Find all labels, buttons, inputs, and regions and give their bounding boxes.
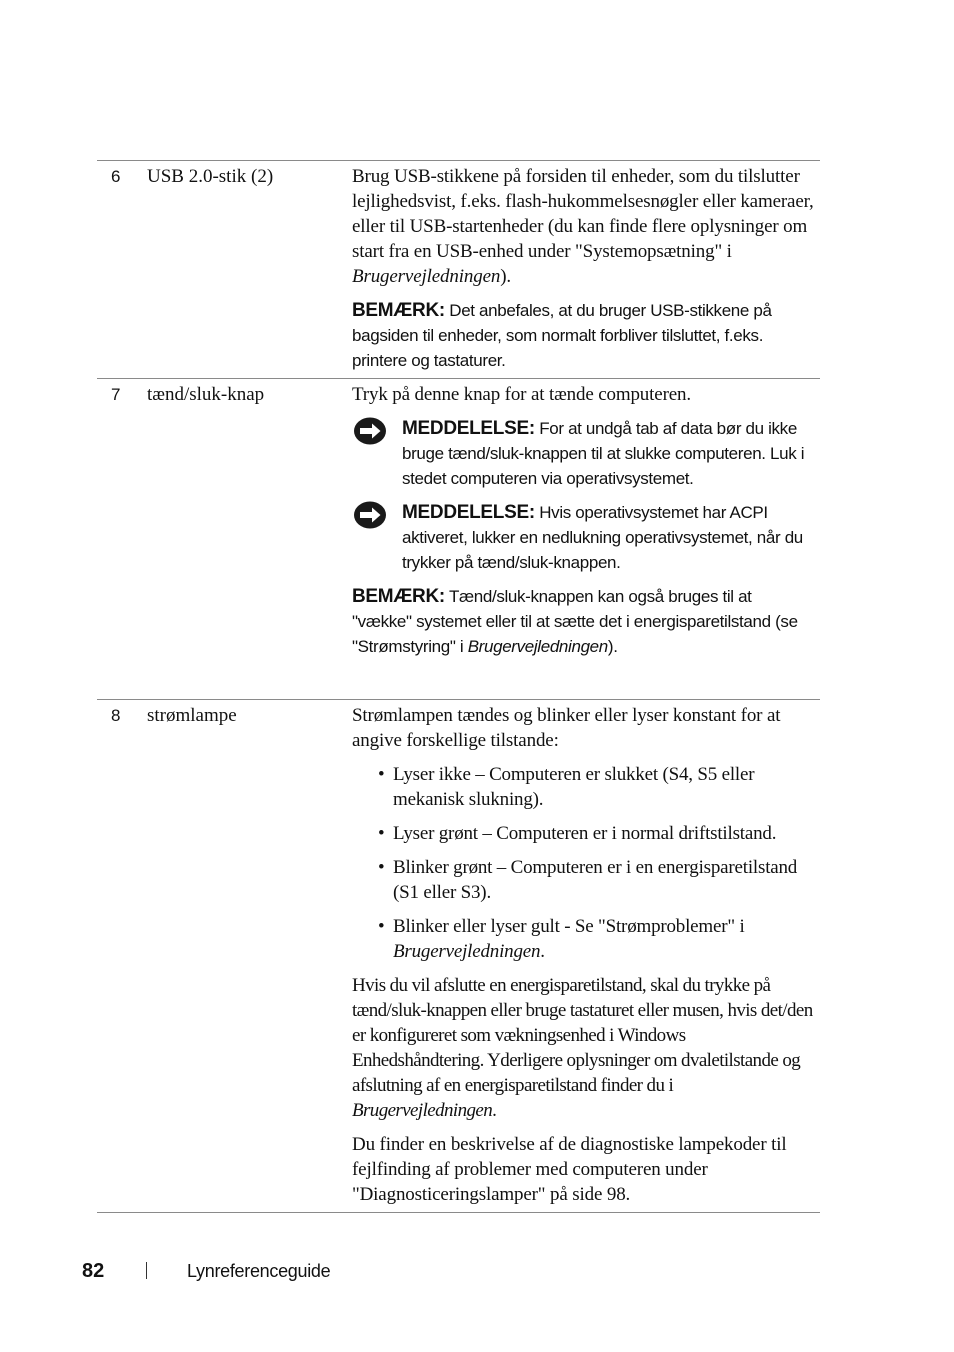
guide-title: Lynreferenceguide [187, 1261, 331, 1281]
note: BEMÆRK: Tænd/sluk-knappen kan også bruges til at "vække" systemet eller til at sætte det i energisparetilstand (se "Strømstyring" i Brugervejledningen). [352, 586, 798, 656]
note-label: BEMÆRK: [352, 586, 445, 607]
row-item-name: USB 2.0-stik (2) [147, 166, 274, 187]
description-text: Tryk på denne knap for at tænde computeren. [352, 384, 691, 405]
page-footer [0, 1258, 954, 1284]
description-text: Brug USB-stikkene på forsiden til enheder, som du tilslutter lejlighedsvist, f.eks. flash-hukommelsesnøgler eller kameraer, eller til USB-startenheder (du kan finde flere oplysninger om start fra en USB-enhed under "Systemopsætning" i Brugervejledningen). [352, 166, 814, 287]
notice-text: MEDDELELSE: Hvis operativsystemet har ACPI aktiveret, lukker en nedlukning operativsystemet, når du trykker på tænd/sluk-knappen. [402, 502, 803, 572]
note: BEMÆRK: Det anbefales, at du bruger USB-stikkene på bagsiden til enheder, som normalt forbliver tilsluttet, f.eks. printere og tastaturer. [352, 300, 772, 370]
row-description [352, 164, 814, 373]
description-text: Du finder en beskrivelse af de diagnostiske lampekoder til fejlfinding af problemer med computeren under "Diagnosticeringslamper" på side 98. [352, 1134, 787, 1205]
notice-block [352, 416, 814, 491]
row-description [352, 703, 814, 1207]
notice-text: MEDDELELSE: For at undgå tab af data bør du ikke bruge tænd/sluk-knappen til at slukke computeren. Luk i stedet computeren via operativsystemet. [402, 418, 805, 488]
notice-label: MEDDELELSE: [402, 418, 535, 439]
table-rule-bottom [97, 1212, 820, 1213]
table-rule [97, 378, 820, 379]
row-item-name: strømlampe [147, 705, 237, 726]
description-text: Hvis du vil afslutte en energisparetilstand, skal du trykke på tænd/sluk-knappen eller bruge tastaturet eller musen, hvis det/den er konfigureret som vækningsenhed i Windows Enhedshåndtering. Yderligere oplysninger om dvaletilstande og afslutning af en energisparetilstand finder du i Brugervejledningen. [352, 975, 813, 1121]
page-number: 82 [82, 1260, 105, 1282]
note-label: BEMÆRK: [352, 300, 445, 321]
row-item-name: tænd/sluk-knap [147, 384, 265, 405]
description-text: Strømlampen tændes og blinker eller lyser konstant for at angive forskellige tilstande: [352, 705, 781, 751]
row-number: 6 [111, 167, 121, 186]
status-list [352, 762, 814, 964]
notice-arrow-icon [353, 500, 387, 530]
table-rule [97, 699, 820, 700]
notice-block [352, 500, 814, 575]
row-number: 7 [111, 385, 121, 404]
notice-arrow-icon [353, 416, 387, 446]
footer-separator [146, 1262, 147, 1279]
list-item: • Lyser grønt – Computeren er i normal driftstilstand. [378, 821, 814, 846]
list-item: • Blinker eller lyser gult - Se "Strømproblemer" i Brugervejledningen. [378, 914, 814, 964]
list-item: • Blinker grønt – Computeren er i en energisparetilstand (S1 eller S3). [378, 855, 814, 905]
table-rule-top [97, 160, 820, 161]
list-item: • Lyser ikke – Computeren er slukket (S4, S5 eller mekanisk slukning). [378, 762, 814, 812]
notice-label: MEDDELELSE: [402, 502, 535, 523]
row-number: 8 [111, 706, 121, 725]
row-description [352, 382, 814, 659]
